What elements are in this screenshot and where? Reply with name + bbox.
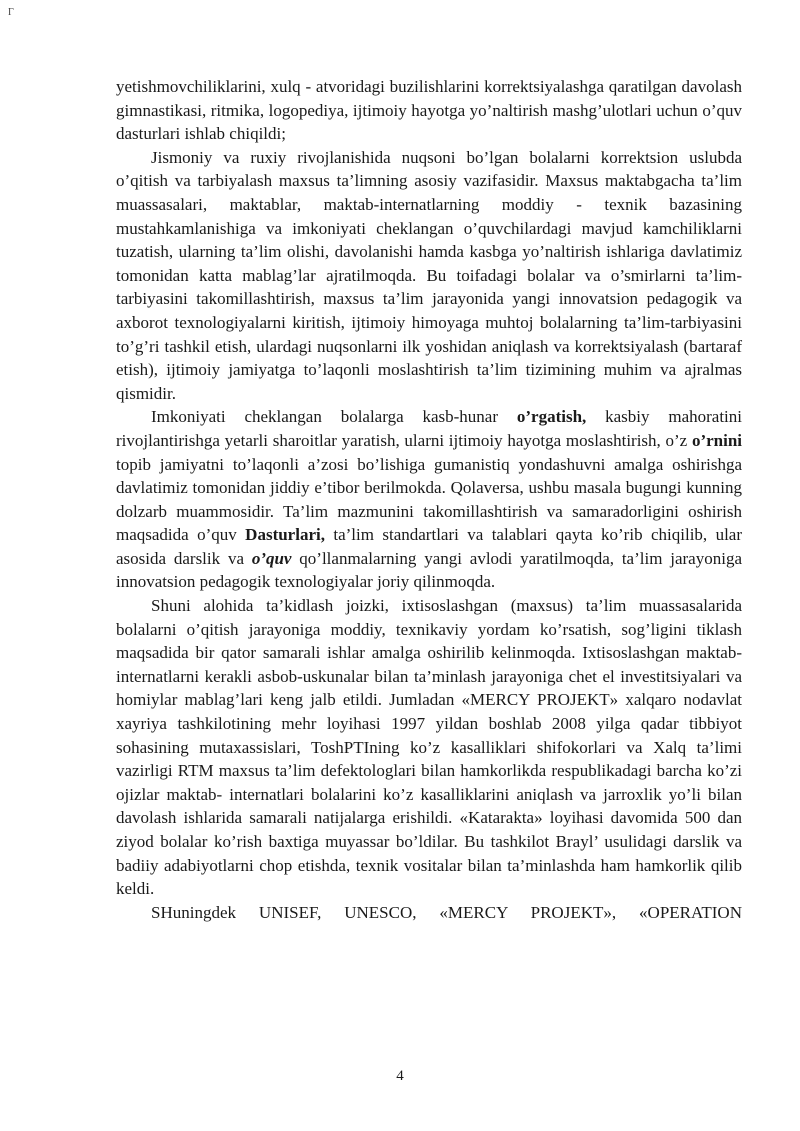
page-number: 4 <box>396 1068 404 1084</box>
paragraph-3-text-d: topib jamiyatni to’laqonli a’zosi bo’lishiga gumanistiq yondashuvni amalga oshirishga davlatimiz tomonidan jiddiy e’tibor berilmokda. Qolaversa, ushbu masala bugungi kunning dolzarb muammosidir. Ta’lim mazmunini takomillashtirish va samaradorligini oshirish maqsadida o’quv <box>116 454 742 545</box>
bold-ornini: o’rnini <box>691 430 742 450</box>
paragraph-2: Jismoniy va ruxiy rivojlanishida nuqsoni bo’lgan bolalarni korrektsion uslubda o’qitish va tarbiyalash maxsus ta’limning asosiy vazifasidir. Maxsus maktabgacha ta’lim muassasalari, maktablar, maktab-internatlarning moddiy - texnik bazasining mustahkamlanishiga va imkoniyati cheklangan o’quvchilardagi mavjud kamchiliklarni tuzatish, ularning ta’lim olishi, davolanishi hamda kasbga yo’naltirish ishlariga davlatimiz tomonidan katta mablag’lar ajratilmoqda. Bu toifadagi bolalar va o’smirlarni ta’lim-tarbiyasini takomillashtirish, maxsus ta’lim jarayonida yangi innovatsion pedagogik va axborot texnologiyalarni kiritish, ijtimoiy himoyaga muhtoj bolalarning ta’lim-tarbiyasini to’g’ri tashkil etish, ulardagi nuqsonlarni ilk yoshidan aniqlash va korrektsiyalash (bartaraf etish), ijtimoiy jamiyatga to’laqonli moslashtirish ta’lim tizimining muhim va ajralmas qismidir. <box>116 147 742 403</box>
paragraph-1: yetishmovchiliklarini, xulq - atvoridagi buzilishlarini korrektsiyalashga qaratilgan davolash gimnastikasi, ritmika, logopediya, ijtimoiy hayotga yo’naltirish mashg’ulotlari uchun o’quv dasturlari ishlab chiqildi; <box>116 77 742 144</box>
paragraph-3-text-a: Imkoniyati cheklangan bolalarga kasb-hunar <box>151 407 517 427</box>
paragraph-5: SHuningdek UNISEF, UNESCO, «MERCY PROJEKT», «OPERATION <box>151 902 742 922</box>
corner-mark: Г <box>8 7 14 18</box>
paragraph-3 <box>116 405 742 594</box>
bold-italic-oquv: o’quv <box>251 548 292 568</box>
bold-dasturlari: Dasturlari, <box>245 525 325 545</box>
paragraph-3-text-c: kasbiy mahoratini rivojlantirishga yetarli sharoitlar yaratish, ularni ijtimoiy hayotga moslashtirish, o’z <box>116 407 742 450</box>
bold-orgatish: o’rgatish, <box>516 407 587 427</box>
paragraph-3-text-f: qo’llanmalarning yangi avlodi yaratilmoqda, ta’lim jarayoniga innovatsion pedagogik texnologiyalar joriy qilinmoqda. <box>116 548 742 592</box>
page-body <box>116 75 742 924</box>
paragraph-4: Shuni alohida ta’kidlash joizki, ixtisoslashgan (maxsus) ta’lim muassasalarida bolalarni o’qitish jarayoniga moddiy, texnikaviy yordam ko’rsatish, sog’ligini tiklash maqsadida bir qator samarali ishlar amalga oshirilib kelinmoqda. Ixtisoslashgan maktab-internatlarni kerakli asbob-uskunalar bilan ta’minlash jarayoniga chet el investitsiyalari va homiylar mablag’lari keng jalb etildi. Jumladan «MERCY PROJEKT» xalqaro nodavlat xayriya tashkilotining mehr loyihasi 1997 yildan boshlab 2008 yilga qadar tibbiyot sohasining mutaxassislari, ToshPTIning ko’z kasalliklari shifokorlari va Xalq ta’limi vazirligi RTM maxsus ta’lim defektologlari bilan hamkorlikda respublikadagi barcha ko’zi ojizlar maktab- internatlari bolalarini ko’z kasalliklarini aniqlash va jarroxlik yo’li bilan davolash ishlarida samarali natijalarga erishildi. «Katarakta» loyihasi davomida 500 dan ziyod bolalar ko’rish baxtiga muyassar bo’ldilar. Bu tashkilot Brayl’ usulidagi darslik va badiiy adabiyotlarni chop etishda, texnik vositalar bilan ta’minlashda ham hamkorlik qilib keldi. <box>116 596 742 899</box>
paragraph-3-text-e: ta’lim standartlari va talablari qayta ko’rib chiqilib, ular asosida darslik va <box>116 525 742 568</box>
